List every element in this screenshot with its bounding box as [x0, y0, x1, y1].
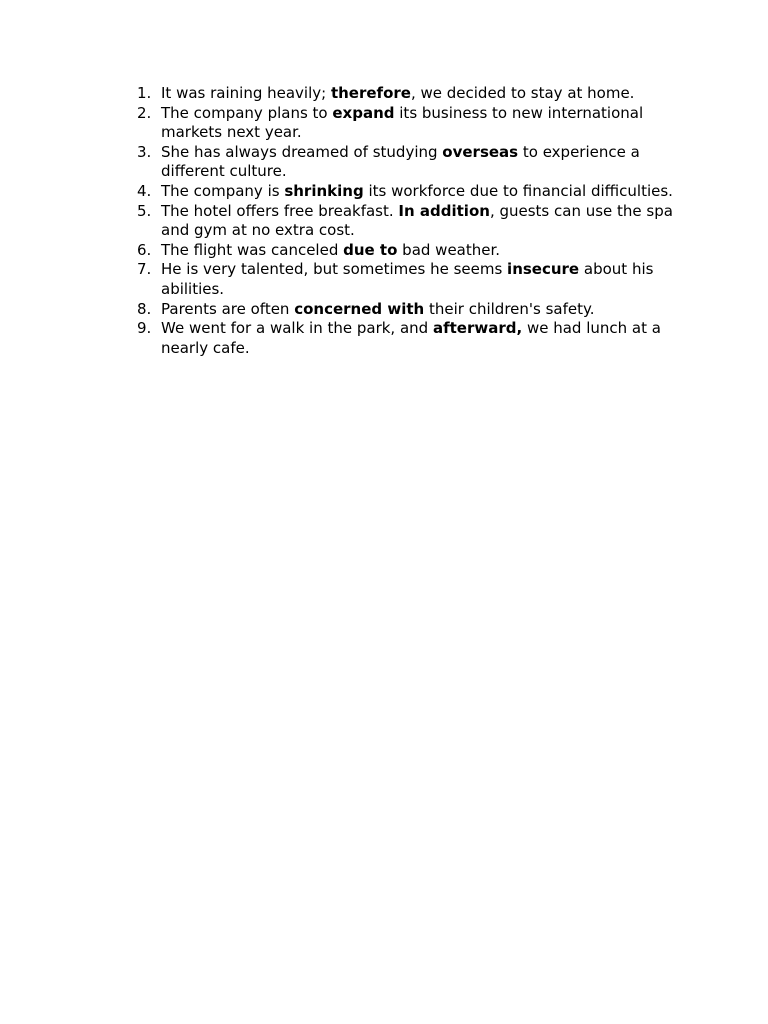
list-item	[137, 142, 681, 182]
sentence-text: , we decided to stay at home.	[410, 84, 635, 102]
list-item	[137, 103, 681, 143]
item-number: 6.	[137, 240, 152, 259]
keyword: therefore	[330, 84, 411, 102]
item-number: 4.	[137, 181, 152, 200]
sentence-text: The hotel offers free breakfast.	[161, 201, 399, 220]
keyword: afterward,	[432, 319, 523, 338]
item-number: 1.	[137, 84, 152, 102]
sentence-text: It was raining heavily;	[161, 84, 331, 102]
sentence-text: its workforce due to financial difficulties.	[363, 181, 673, 200]
list-item	[137, 240, 681, 261]
list-item	[137, 201, 681, 241]
sentence-text: She has always dreamed of studying	[161, 142, 443, 161]
sentence-list	[137, 84, 681, 358]
keyword: expand	[332, 103, 395, 122]
sentence-text: to experience a different culture.	[161, 142, 640, 181]
sentence-text: their children's safety.	[424, 299, 595, 318]
sentence-text: , guests can use the spa and gym at no extra cost.	[161, 201, 673, 240]
keyword: In addition	[398, 201, 490, 220]
sentence-text: bad weather.	[397, 240, 501, 259]
list-item	[137, 299, 681, 320]
sentence-text: we had lunch at a nearly cafe.	[161, 319, 661, 357]
keyword: overseas	[442, 142, 519, 161]
item-number: 3.	[137, 142, 152, 161]
list-item	[137, 181, 681, 202]
sentence-text: The company is	[161, 181, 285, 200]
sentence-text: He is very talented, but sometimes he seems	[161, 260, 508, 279]
keyword: shrinking	[284, 181, 364, 200]
sentence-text: The company plans to	[161, 103, 333, 122]
item-number: 8.	[137, 299, 152, 318]
keyword: concerned with	[294, 299, 425, 318]
list-item	[137, 84, 681, 104]
item-number: 9.	[137, 319, 152, 338]
item-number: 7.	[137, 260, 152, 279]
sentence-text: We went for a walk in the park, and	[161, 319, 433, 338]
list-item	[137, 319, 681, 358]
item-number: 2.	[137, 103, 152, 122]
item-number: 5.	[137, 201, 152, 220]
sentence-text: its business to new international markets next year.	[161, 103, 644, 142]
sentence-text: Parents are often	[161, 299, 295, 318]
keyword: insecure	[507, 260, 580, 279]
sentence-text: about his abilities.	[161, 260, 654, 298]
list-item	[137, 260, 681, 299]
keyword: due to	[343, 240, 398, 259]
sentence-text: The flight was canceled	[161, 240, 344, 259]
